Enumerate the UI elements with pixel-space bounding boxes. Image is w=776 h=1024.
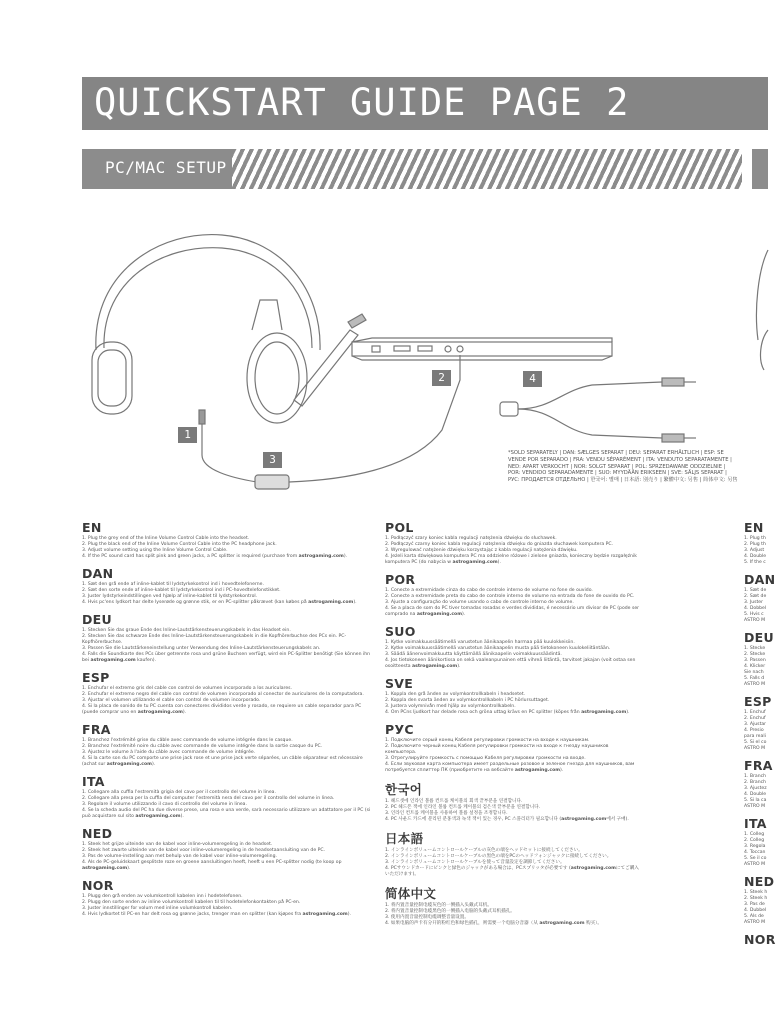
instruction-step: 2. Koppla den svarta änden av volymkontrollkabeln i PC hörlursuttaget. <box>385 698 550 703</box>
website-link-text: astrogaming.com <box>416 612 462 617</box>
lang-heading: 简体中文 <box>385 886 437 901</box>
lang-heading: DAN <box>744 572 776 587</box>
instruction-step: 3. Ajustar el volumen utilizando el cable con control de volumen incorporado. <box>82 698 261 703</box>
instruction-steps <box>385 738 640 774</box>
lang-heading: POL <box>385 520 414 535</box>
instruction-steps <box>385 692 640 716</box>
splitter-illustration <box>500 378 696 442</box>
lang-block-deu <box>744 630 774 688</box>
instruction-step: 2. Kytke voimakkuussäätimellä varustetun äänikaapelin musta pää tietokoneen kuulokeliitäntään. <box>385 646 611 651</box>
instruction-step: 2. Plug the black end of the Inline Volume Control Cable into the PC headphone jack. <box>82 542 277 547</box>
instruction-step: 1. Colleg <box>744 832 765 837</box>
lang-block-nor <box>744 932 776 947</box>
instruction-step: 4. Als de PC-geluidskaart gesplitste roze en groene aansluitingen heeft, heeft u een PC-splitter nodig (te koop op astrogaming.com). <box>82 860 342 871</box>
instruction-step: 3. Ajustez <box>744 786 767 791</box>
lang-block-dan <box>744 572 776 624</box>
lang-block-en <box>82 520 372 560</box>
lang-block-ita <box>82 774 372 820</box>
instruction-step: 2. インラインボリュームコントロールケーブルの黒色の端をPCのヘッドフォンジャックに接続してください。 <box>385 854 612 859</box>
lang-block-esp <box>744 694 772 752</box>
instruction-step: 3. 使用内置音量控制电缆调整音量设置。 <box>385 915 469 920</box>
instruction-step: 1. Steek het grijze uiteinde van de kabel voor inline-volumeregeling in de headset. <box>82 842 273 847</box>
lang-heading: NED <box>744 874 775 889</box>
callout-1: 1 <box>178 427 197 443</box>
instruction-step: 4. Presio <box>744 728 764 733</box>
instruction-step: 3. Juster lydstyrkeindstillingen ved hjælp af inline-kablet til lydstyrkekontrol. <box>82 594 258 599</box>
instruction-step: 3. Adjust volume setting using the Inline Volume Control Cable. <box>82 548 228 553</box>
lang-block-suo <box>385 624 640 670</box>
instruction-steps <box>744 710 768 752</box>
instruction-step: 2. 将内置音量控制电缆黑色的一侧插入电脑的头戴式耳机插孔。 <box>385 909 515 914</box>
instruction-step: 3. Passen <box>744 658 766 663</box>
instructions-left-column <box>82 520 372 924</box>
instruction-step: ASTRO M <box>744 804 766 809</box>
instruction-step: 4. PCサウンドカードにピンクと緑色のジャックがある場合は、PCスプリッタが必要です (astrogaming.comにてご購入いただけます)。 <box>385 866 639 877</box>
callout-3: 3 <box>263 452 282 468</box>
instruction-step: 1. Enchufar el extremo gris del cable con control de volumen incorporado a los auriculares. <box>82 686 293 691</box>
instruction-step: 2. Stecke <box>744 652 766 657</box>
instruction-steps <box>82 842 372 872</box>
website-link-text: astrogaming.com <box>412 664 458 669</box>
instruction-step: 4. Dubbel <box>744 908 767 913</box>
instruction-step: ASTRO M <box>744 618 766 623</box>
lang-block-sve <box>385 676 640 716</box>
lang-block-dan <box>82 566 372 606</box>
lang-heading: DEU <box>82 612 112 627</box>
lang-heading: РУС <box>385 722 414 737</box>
lang-block-日本語 <box>385 829 640 878</box>
instruction-step: 1. 将内置音量控制电缆灰色的一侧插入头戴式耳机。 <box>385 903 492 908</box>
instruction-step: 2. Colleg <box>744 838 765 843</box>
instruction-steps <box>385 799 640 823</box>
instruction-step: 2. Stecken Sie das schwarze Ende des Inline-Lautstärkensteuerungskabels in die Kopfhörerbuchse des PCs ein. PC-Kopfhörerbuchse. <box>82 634 347 645</box>
lang-heading: FRA <box>82 722 111 737</box>
instruction-step: 5. Hvis c <box>744 612 764 617</box>
instruction-step: 4. Hvis pc'ens lydkort har delte lyserøde og grønne stik, er en PC-splitter påkrævet (kan købes på astrogaming.com). <box>82 600 357 605</box>
instruction-step: 2. Branchez l'extrémité noire du câble avec commande de volume intégrée dans la sortie casque du PC. <box>82 744 323 749</box>
website-link-text: astrogaming.com <box>308 600 354 605</box>
instruction-steps <box>82 738 372 768</box>
instruction-step: 3. Отрегулируйте громкость с помощью Кабеля регулировки громкости на входе. <box>385 756 586 761</box>
instruction-steps <box>385 588 640 618</box>
lang-block-рус <box>385 722 640 774</box>
instruction-steps <box>744 774 768 810</box>
page-title-bar <box>82 77 768 130</box>
cable-illustration <box>199 355 460 489</box>
lang-block-nor <box>82 878 372 918</box>
lang-heading: ESP <box>744 694 772 709</box>
instruction-step: 4. 如果电脑的声卡有分开的粉红色和绿色插孔，则需要一个电脑分音器（从 astrogaming.com 购买）。 <box>385 921 603 926</box>
instruction-step: 1. Podłączyć szary koniec kabla regulacji natężenia dźwięku do słuchawek. <box>385 536 557 541</box>
instruction-step: 4. Если звуковая карта компьютера имеет раздельные розовое и зеленое гнезда для наушников, вам потребуется сплиттер ПК (приобретите на вебсайте astrogaming.com). <box>385 762 635 773</box>
instruction-step: 3. 인라인 컨트롤 케이블을 사용하여 볼륨 설정을 조정합니다. <box>385 811 508 816</box>
lang-heading: EN <box>744 520 764 535</box>
lang-block-简体中文 <box>385 884 640 927</box>
callout-2: 2 <box>432 370 451 386</box>
website-link-text: astrogaming.com <box>452 560 498 565</box>
instruction-step: 1. インラインボリュームコントロールケーブルの灰色の端をヘッドセットに接続してください。 <box>385 848 583 853</box>
instruction-step: 3. Wyregulować natężenie dźwięku korzystając z kabla regulacji natężenia dźwięku. <box>385 548 578 553</box>
next-page-section-bar <box>752 149 768 189</box>
lang-block-ita <box>744 816 768 868</box>
website-link-text: astrogaming.com <box>137 710 183 715</box>
instruction-step: 3. Ajustar <box>744 722 767 727</box>
instruction-steps <box>385 536 640 566</box>
instruction-step: 4. If the PC sound card has split pink and green jacks, a PC splitter is required (purchase from astrogaming.com). <box>82 554 348 559</box>
website-link-text: astrogaming.com <box>302 912 348 917</box>
instruction-step: 3. Juster innstillinger for volum med inline volumkontroll kabelen. <box>82 906 233 911</box>
instruction-step: ASTRO M <box>744 862 766 867</box>
callout-4: 4 <box>523 371 542 387</box>
lang-heading: ITA <box>744 816 767 831</box>
instruction-step: ASTRO M <box>744 920 766 925</box>
instruction-step: 4. Se la scheda audio del PC ha due diverse prese, una rosa e una verde, sarà necessario utilizzare un adattatore per il PC (si può acquistare sul sito astrogaming.com). <box>82 808 371 819</box>
website-link-text: astrogaming.com <box>82 866 128 871</box>
instruction-steps <box>744 890 768 926</box>
instruction-step: 2. Plugg den sorte enden av inline volumkontroll kabelen til til hodetelefonkontakten på PC-en. <box>82 900 301 905</box>
instruction-step: 1. 헤드셋에 인라인 볼륨 컨트롤 케이블의 회색 끝부분을 연결합니다. <box>385 799 523 804</box>
instruction-step: 4. Jos tietokoneen äänikortissa on sekä vaaleanpunainen että vihreä liitäntä, tarvitset jakajan (voit ostaa sen osoitteesta astrogaming.com). <box>385 658 636 669</box>
instruction-steps <box>744 646 768 688</box>
lang-block-esp <box>82 670 372 716</box>
instruction-step: 2. PC 헤드폰 잭에 인라인 볼륨 컨트롤 케이블의 검은색 끝부분을 연결합니다. <box>385 805 541 810</box>
instruction-step: 3. Regola <box>744 844 766 849</box>
instruction-step: 1. Plug th <box>744 536 766 541</box>
instruction-step: 4. Se a placa de som do PC tiver tomadas rosadas e verdes divididas, é necessário um divisor de PC (pode ser comprado na astrogaming.com). <box>385 606 640 617</box>
instruction-step: 2. Collegare alla presa per la cuffia del computer l'estremità nera del cavo per il controllo del volume in linea. <box>82 796 335 801</box>
laptop-illustration <box>352 338 612 360</box>
instruction-step: 2. Steek het zwarte uiteinde van de kabel voor inline-volumeregeling in de headsetaansluiting van de PC. <box>82 848 326 853</box>
instruction-step: 4. Om PCns ljudkort har delade rosa och gröna uttag krävs en PC splitter (köpes från astrogaming.com). <box>385 710 630 715</box>
instruction-step: 3. Passen Sie die Lautstärkeneinstellung unter Verwendung des Inline-Lautstärkensteuerungskabels an. <box>82 646 321 651</box>
instruction-steps <box>82 582 372 606</box>
instruction-step: 5. Se il co <box>744 856 767 861</box>
lang-heading: NOR <box>744 932 776 947</box>
instruction-steps <box>744 588 768 624</box>
lang-block-por <box>385 572 640 618</box>
instruction-step: 3. Ajustez le volume à l'aide du câble avec commande de volume intégrée. <box>82 750 256 755</box>
section-title: PC/MAC SETUP <box>105 158 227 177</box>
instruction-step: Sie nach <box>744 670 764 675</box>
instruction-steps <box>385 640 640 670</box>
instruction-step: para reali <box>744 734 766 739</box>
headset-illustration <box>92 235 320 423</box>
lang-heading: ITA <box>82 774 105 789</box>
instruction-step: 4. Falls die Soundkarte des PCs über getrennte rosa und grüne Buchsen verfügt, wird ein PC-Splitter benötigt (Sie können ihn bei astrogaming.com kaufen). <box>82 652 371 663</box>
instruction-step: 4. Dobbel <box>744 606 767 611</box>
website-link-text: astrogaming.com <box>135 814 181 819</box>
instruction-step: 5. Falls d <box>744 676 765 681</box>
instruction-steps <box>82 628 372 664</box>
lang-heading: NED <box>82 826 113 841</box>
instruction-step: ASTRO M <box>744 682 766 687</box>
lang-block-ned <box>744 874 775 926</box>
instruction-step: 2. Branch <box>744 780 767 785</box>
instruction-step: 2. Enchufar el extremo negro del cable con control de volumen incorporado al conector de auriculares de la computadora. <box>82 692 364 697</box>
instruction-step: 1. Plugg den grå enden av volumkontroll kabelen inn i hodetelefonen. <box>82 894 243 899</box>
instruction-step: 1. Stecke <box>744 646 766 651</box>
instruction-steps <box>82 536 372 560</box>
page-title: QUICKSTART GUIDE PAGE 2 <box>94 81 630 124</box>
lang-block-fra <box>744 758 773 810</box>
instruction-step: 1. Sæt den grå ende af inline-kablet til lydstyrkekontrol ind i hovedtelefonerne. <box>82 582 264 587</box>
lang-heading: ESP <box>82 670 110 685</box>
lang-heading: FRA <box>744 758 773 773</box>
instruction-step: 4. Double <box>744 554 767 559</box>
instruction-step: 2. Sæt den sorte ende af inline-kablet til lydstyrkekontrol ind i PC-hovedtelefonstikket. <box>82 588 281 593</box>
instruction-step: 3. インラインボリュームコントロールケーブルを使って音量設定を調節してください。 <box>385 860 565 865</box>
website-link-text: astrogaming.com <box>539 921 585 926</box>
instruction-step: 5. Si la ca <box>744 798 767 803</box>
instruction-step: 3. Juster <box>744 600 764 605</box>
instruction-step: 1. Kytke voimakkuussäätimellä varustetun äänikaapelin harmaa pää kuulokkeisiin. <box>385 640 575 645</box>
instruction-step: 1. Stecken Sie das graue Ende des Inline-Lautstärkensteuerungskabels in das Headset ein. <box>82 628 291 633</box>
lang-heading: SUO <box>385 624 416 639</box>
instruction-step: 1. Plug the grey end of the Inline Volume Control Cable into the headset. <box>82 536 250 541</box>
lang-heading: POR <box>385 572 416 587</box>
lang-heading: NOR <box>82 878 114 893</box>
instruction-step: 2. Conecte a extremidade preta do cabo de controle interno de volume na entrada do fone de ouvido do PC. <box>385 594 635 599</box>
instruction-step: 3. Adjust <box>744 548 765 553</box>
instruction-steps <box>82 894 372 918</box>
instruction-step: 3. Pas de <box>744 902 765 907</box>
instruction-steps <box>82 790 372 820</box>
website-link-text: astrogaming.com <box>561 817 607 822</box>
instruction-step: 1. Koppla den grå änden av volymkontrollkabeln i headsetet. <box>385 692 526 697</box>
instruction-step: 4. Double <box>744 792 767 797</box>
instruction-step: 4. Hvis lydkortet til PC-en har delt rosa og grønne jacks, trenger man en splitter (kan kjøpes fra astrogaming.com). <box>82 912 351 917</box>
lang-block-pol <box>385 520 640 566</box>
instruction-step: 3. Justera volymnivån med hjälp av volymkontrollkabeln. <box>385 704 516 709</box>
instruction-step: 4. Toccan <box>744 850 766 855</box>
website-link-text: astrogaming.com <box>570 866 616 871</box>
website-link-text: astrogaming.com <box>298 554 344 559</box>
instruction-step: 1. Sæt de <box>744 588 767 593</box>
instruction-steps <box>385 903 640 927</box>
instruction-step: 1. Steek h <box>744 890 768 895</box>
instruction-step: 4. PC 사운드 카드에 분리된 분홍색과 녹색 잭이 있는 경우, PC 스플리터가 필요합니다 (astrogaming.com에서 구매). <box>385 817 629 822</box>
lang-block-한국어 <box>385 780 640 823</box>
instruction-step: 4. Jeżeli karta dźwiękowa komputera PC ma oddzielne różowe i zielone gniazda, konieczny będzie rozgałęźnik komputera PC (do nabycia w astrogaming.com). <box>385 554 637 565</box>
lang-block-ned <box>82 826 372 872</box>
instruction-step: 2. Podłączyć czarny koniec kabla regulacji natężenia dźwięku do gniazda słuchawek komputera PC. <box>385 542 614 547</box>
lang-heading: EN <box>82 520 102 535</box>
lang-block-fra <box>82 722 372 768</box>
website-link-text: astrogaming.com <box>90 658 136 663</box>
instruction-step: 2. Подключите черный конец Кабеля регулировки громкости на входе к гнезду наушников компьютера. <box>385 744 609 755</box>
instruction-step: 5. Si el co <box>744 740 767 745</box>
section-header <box>82 149 232 189</box>
website-link-text: astrogaming.com <box>514 768 561 773</box>
instruction-step: 2. Steek h <box>744 896 768 901</box>
instruction-step: 4. Klicker <box>744 664 766 669</box>
instruction-step: 2. Plug th <box>744 542 766 547</box>
instruction-step: 4. Si la placa de sonido de tu PC cuenta con conectores divididos verde y rosado, se requiere un cable separador para PC (puede comprar uno en astrogaming.com). <box>82 704 362 715</box>
instruction-step: 2. Enchuf <box>744 716 766 721</box>
instruction-step: 3. Ajuste a configuração do volume usando o cabo de controle interno de volume. <box>385 600 574 605</box>
instruction-step: 4. Si la carte son du PC comporte une prise jack rose et une prise jack verte séparées, un câble séparateur est nécessaire (achat sur astrogaming.com). <box>82 756 363 767</box>
instruction-steps <box>385 848 640 878</box>
instruction-step: 1. Conecte a extremidade cinza do cabo de controle interno de volume no fone de ouvido. <box>385 588 593 593</box>
lang-heading: 한국어 <box>385 782 423 797</box>
instruction-step: 3. Pas de volume-instelling aan met behulp van de kabel voor inline-volumeregeling. <box>82 854 277 859</box>
instruction-step: 1. Branchez l'extrémité grise du câble avec commande de volume intégrée dans le casque. <box>82 738 293 743</box>
instruction-step: 3. Säädä äänenvoimakkuutta käyttämällä äänikaapelin voimakkuussäädintä. <box>385 652 562 657</box>
sold-separately-note: *SOLD SEPARATELY | DAN: SÆLGES SEPARAT | DEU: SEPARAT ERHÄLTLICH | ESP: SE VENDE POR SEPARADO | FRA: VENDU SÉPARÉMENT | ITA: VENDUTO SEPARATAMENTE | NED: APART VERKOCHT | NOR: SOLGT SEPARAT | POL: SPRZEDAWANE ODDZIELNIE | POR: VENDIDO SEPARADAMENTE | SUO: MYYDÄÄN ERIKSEEN | SVE: SÄLJS SEPARAT | РУС: ПРОДАЕТСЯ ОТДЕЛЬНО | 한국어: 별매 | 日本語: 別売り | 繁體中文: 另售 | 简体中文: 另售 <box>508 450 738 484</box>
next-page-diagram-fragment <box>752 230 768 480</box>
lang-heading: SVE <box>385 676 414 691</box>
instruction-step: 1. Enchuf <box>744 710 766 715</box>
section-hatch-divider <box>232 149 742 189</box>
instruction-step: 1. Collegare alla cuffia l'estremità grigia del cavo per il controllo del volume in linea. <box>82 790 276 795</box>
lang-heading: 日本語 <box>385 831 424 846</box>
instruction-step: 5. Als de <box>744 914 764 919</box>
instruction-step: ASTRO M <box>744 746 766 751</box>
lang-block-en <box>744 520 768 566</box>
instruction-step: 1. Подключите серый конец Кабеля регулировки громкости на входе к наушникам. <box>385 738 590 743</box>
website-link-text: astrogaming.com <box>581 710 627 715</box>
lang-heading: DAN <box>82 566 114 581</box>
lang-block-deu <box>82 612 372 664</box>
next-page-instructions-fragment <box>744 520 776 953</box>
instruction-steps <box>744 832 768 868</box>
instruction-step: 5. If the c <box>744 560 766 565</box>
instruction-step: 2. Sæt de <box>744 594 767 599</box>
instruction-step: 1. Branch <box>744 774 767 779</box>
instruction-step: 3. Regolare il volume utilizzando il cavo di controllo del volume in linea. <box>82 802 247 807</box>
instructions-middle-column <box>385 520 640 933</box>
instruction-steps <box>82 686 372 716</box>
lang-heading: DEU <box>744 630 774 645</box>
instruction-steps <box>744 536 768 566</box>
website-link-text: astrogaming.com <box>106 762 152 767</box>
